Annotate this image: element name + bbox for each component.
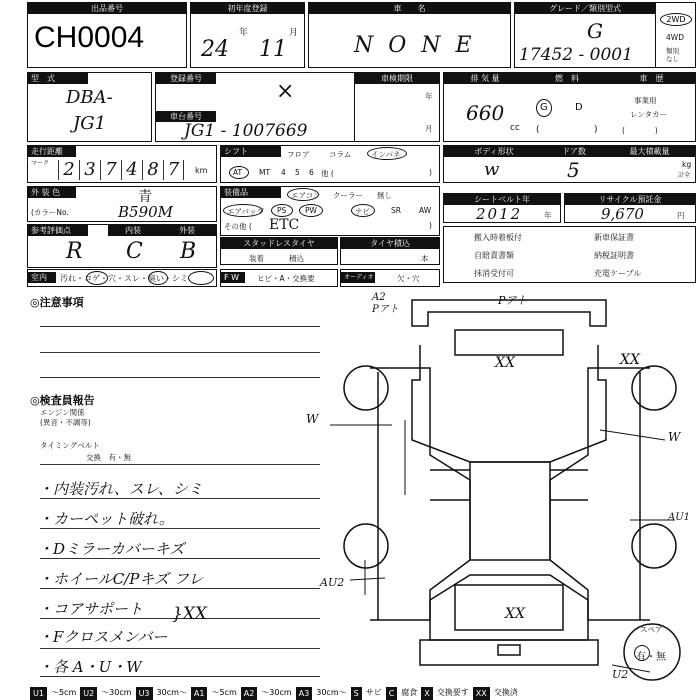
diagram-note: W [306, 412, 319, 426]
diagram-note: AU2 [320, 576, 345, 589]
legend-item [136, 686, 191, 700]
legend-meaning: ～30cm [261, 688, 292, 697]
katashiki-box [27, 72, 152, 142]
room-circle [188, 271, 214, 285]
ruled-line [40, 377, 320, 378]
recycle-label: リサイクル預託金 [565, 194, 695, 205]
tire-load-unit: 本 [421, 254, 429, 263]
ruled-line [40, 528, 320, 529]
mileage-mark: マーク [31, 160, 50, 167]
usage-business: 事業用 [634, 96, 657, 105]
remark-line: ・内装汚れ、スレ、シミ [38, 480, 203, 498]
remark-line: ・Fクロスメンバー [38, 628, 168, 646]
score-box [27, 224, 217, 268]
belt-unit: 年 [544, 211, 552, 220]
usage-label: 車 歴 [608, 73, 695, 84]
remark-line: ・カーペット破れ。 [38, 510, 174, 528]
legend-item [296, 686, 351, 700]
registration-box [155, 72, 440, 142]
grade-value: G [587, 19, 603, 43]
remark-line: ・ホイールC/Pキズ フレ [38, 570, 204, 588]
shift-mt: MT [259, 168, 271, 177]
equip-ps-circle [271, 204, 293, 217]
ruled-line [40, 498, 320, 499]
ruled-line [40, 558, 320, 559]
score-value: R [66, 239, 83, 264]
legend-code: S [351, 687, 362, 700]
equip-pw: PW [305, 206, 317, 215]
equip-ps: PS [277, 206, 287, 215]
rear-bumper [420, 640, 598, 665]
equip-aircon: エアコン [291, 191, 321, 200]
legend-item [191, 686, 241, 700]
spare-value: 有・無 [636, 652, 666, 663]
legend-code: U3 [136, 687, 153, 700]
diagram-note: Pアト [498, 294, 528, 307]
equip-other-close: ) [429, 221, 432, 230]
chassis-value: JG1 - 1007669 [184, 121, 308, 141]
diagram-note: XX [495, 355, 515, 371]
hood [455, 330, 563, 355]
doc-item: 新車保証書 [594, 233, 634, 242]
body-value: w [484, 159, 500, 180]
inspection-col [354, 73, 439, 141]
katashiki-label: 型 式 [28, 73, 88, 84]
legend-code: C [386, 687, 398, 700]
displacement-unit: cc [510, 123, 520, 133]
equip-sr: SR [391, 206, 401, 215]
recycle-box [564, 193, 696, 223]
drive-4wd: 4WD [666, 33, 684, 42]
legend-code: A1 [191, 687, 208, 700]
diagram-note: AU1 [668, 512, 691, 523]
stud-tire-label: スタッドレスタイヤ [221, 238, 337, 249]
shift-at: AT [233, 168, 243, 177]
shift-floor: フロア [287, 150, 310, 159]
equip-airbag-circle [223, 204, 263, 217]
chassis-label: 車台番号 [156, 111, 216, 122]
recycle-value: 9,670 [601, 205, 644, 223]
mileage-digit: 7 [100, 160, 121, 180]
drive-none: 類別 なし [666, 47, 679, 63]
regno-label: 登録番号 [156, 73, 216, 84]
model-name-label: 車 名 [309, 3, 510, 14]
room-circle [86, 271, 108, 285]
capacity-total: 計全 [678, 172, 691, 179]
stud-loaded: 積込 [289, 254, 304, 263]
doc-item: 抹消受付可 [474, 269, 514, 278]
first-registration-box [190, 2, 305, 68]
diagram-note: XX [505, 606, 525, 622]
equip-cooler: クーラー [333, 191, 363, 200]
model-name-value: N O N E [354, 33, 476, 58]
inspection-year-unit: 年 [425, 92, 433, 101]
mileage-digit: 7 [163, 160, 184, 180]
doc-item: 納税証明書 [594, 251, 634, 260]
wheel-rear-right [632, 524, 676, 568]
legend-item [241, 686, 296, 700]
usage-rental: レンタカー [630, 110, 668, 119]
year-unit: 年 [239, 28, 249, 38]
legend-meaning: 交換要す [436, 688, 469, 697]
mark-line [350, 578, 385, 580]
left-side-outline [370, 368, 470, 620]
stud-equipped: 装着 [249, 254, 264, 263]
usage-paren: ( ) [622, 126, 658, 135]
diagram-note: U2 [612, 668, 629, 681]
inspection-month-unit: 月 [425, 124, 433, 133]
equip-aircon-circle [287, 188, 319, 201]
mark-line [600, 430, 665, 440]
score-label: 参考評価点 [28, 225, 88, 236]
fw-box [220, 269, 338, 287]
legend-meaning: サビ [365, 688, 382, 697]
month-unit: 月 [289, 28, 299, 38]
color-no-label: (カラーNo. [31, 208, 69, 217]
mileage-digit: 4 [121, 160, 142, 180]
katashiki-line2: JG1 [73, 113, 107, 134]
ruled-line [40, 326, 320, 327]
legend-code: X [421, 687, 432, 700]
remark-bracket: }XX [172, 604, 208, 624]
first-registration-year: 24 [201, 37, 229, 62]
equipment-box [220, 186, 440, 236]
fw-label: F W [221, 272, 245, 283]
grade-label: グレード／類別型式 [515, 3, 655, 14]
legend-code: U2 [80, 687, 97, 700]
ruled-line [40, 464, 320, 465]
mileage-digits [58, 160, 184, 180]
fuel-d: D [575, 102, 583, 113]
legend-meaning: 腐食 [401, 688, 418, 697]
tire-load-box [340, 237, 440, 265]
doors-value: 5 [567, 158, 580, 182]
displacement-value: 660 [466, 101, 505, 125]
ruled-line [40, 676, 320, 677]
ruled-line [40, 588, 320, 589]
equip-pw-circle [299, 204, 323, 217]
equip-aw: AW [419, 206, 432, 215]
shift-other: 他 ( [321, 169, 334, 178]
first-registration-label: 初年度登録 [191, 3, 304, 14]
capacity-unit: kg [682, 160, 692, 169]
spare-circle [634, 645, 650, 661]
fuel-label: 燃 料 [526, 73, 608, 84]
stud-tire-box [220, 237, 338, 265]
roof [470, 462, 550, 560]
interior-value: C [126, 239, 143, 264]
drive-column [655, 3, 695, 67]
legend-item [80, 686, 135, 700]
timing-label: タイミングベルト [40, 441, 100, 450]
legend-code: XX [473, 687, 490, 700]
shift-box [220, 145, 440, 183]
room-circle [148, 271, 168, 285]
legend-meaning: 交換済 [493, 688, 518, 697]
legend-meaning: ～5cm [211, 688, 237, 697]
belt-box [443, 193, 561, 223]
wheel-rear-left [344, 524, 388, 568]
displacement-label: 排 気 量 [444, 73, 526, 84]
interior-label: 内装 [108, 225, 158, 236]
belt-value: 2012 [476, 205, 523, 223]
doc-item: 搬入時着板付 [474, 233, 522, 242]
shift-column: コラム [329, 150, 352, 159]
type-code: 17452 - 0001 [519, 45, 633, 65]
capacity-label: 最大積載量 [604, 146, 695, 157]
ruled-line [40, 352, 320, 353]
recycle-unit: 円 [677, 211, 685, 220]
audio-box [340, 269, 440, 287]
body-label: ボディ形状 [444, 146, 544, 157]
room-box [27, 269, 217, 287]
lot-number-box [27, 2, 187, 68]
engine-label: エンジン関係 (異音・不調等) [40, 408, 91, 427]
attention-title: ◎注意事項 [30, 296, 84, 309]
damage-legend [30, 686, 700, 700]
legend-meaning: ～5cm [50, 688, 77, 697]
fuel-paren-close: ) [594, 125, 598, 135]
shift-6: 6 [309, 168, 314, 177]
shift-4: 4 [281, 168, 286, 177]
fuel-paren-open: ( [536, 125, 540, 135]
legend-item [351, 686, 386, 700]
mileage-digit: 2 [58, 160, 79, 180]
legend-code: A2 [241, 687, 258, 700]
room-items: 汚れ・コゲ・穴・スレ・臭い・シミ [60, 274, 188, 283]
inspector-title: ◎検査員報告 [30, 394, 95, 407]
right-side-outline [550, 368, 650, 620]
legend-item [421, 686, 472, 700]
legend-item [386, 686, 422, 700]
shift-inpane: インパネ [371, 150, 401, 159]
legend-item [30, 686, 80, 700]
diagram-note: A2 Pアト [372, 292, 399, 315]
mileage-digit: 3 [79, 160, 100, 180]
inspection-label: 車検期限 [355, 73, 439, 84]
lot-number-label: 出品番号 [28, 3, 186, 14]
mileage-box [27, 145, 217, 183]
color-value: 青 [138, 189, 152, 205]
equipment-label: 装備品 [221, 187, 281, 198]
mileage-label: 走行距離 [28, 146, 76, 157]
exterior-label: 外装 [158, 225, 216, 236]
shift-other-close: ) [429, 168, 432, 177]
room-label: 室内 [28, 272, 56, 283]
first-registration-month: 11 [259, 37, 287, 62]
doors-label: ドア数 [544, 146, 604, 157]
remark-line: ・各 A・U・W [38, 658, 142, 676]
color-no-value: B590M [118, 203, 174, 221]
color-label: 外 装 色 [28, 187, 76, 198]
engine-info-box [443, 72, 696, 142]
equip-other-label: その他 ( [224, 222, 252, 231]
color-box [27, 186, 217, 222]
license-plate [498, 645, 520, 655]
model-name-box [308, 2, 511, 68]
tire-load-label: タイヤ積込 [341, 238, 439, 249]
legend-meaning: 30cm～ [156, 688, 187, 697]
timing-exchange: 交換 有・無 [86, 453, 131, 462]
mileage-digit: 8 [142, 160, 163, 180]
exterior-value: B [180, 239, 197, 264]
fw-items: ヒビ・A・交換要 [257, 274, 315, 283]
equip-none: 無し [377, 191, 392, 200]
drive-2wd: 2WD [660, 13, 692, 26]
doc-item: 自賠責書類 [474, 251, 514, 260]
remark-line: ・コアサポート [38, 600, 144, 618]
shift-label: シフト [221, 146, 281, 157]
grade-box [514, 2, 696, 68]
legend-meaning: ～30cm [101, 688, 132, 697]
wheel-front-left [344, 366, 388, 410]
mileage-unit: km [195, 166, 208, 175]
equip-airbag: エアバッグ [227, 207, 264, 216]
wheel-front-right [632, 366, 676, 410]
equip-other-value: ETC [269, 217, 300, 233]
documents-box [443, 226, 696, 283]
diagram-note: XX [620, 352, 640, 368]
katashiki-line1: DBA- [66, 87, 113, 108]
remark-line: ・Dミラーカバーキズ [38, 540, 185, 558]
shift-at-circle [229, 166, 249, 179]
legend-item [473, 686, 522, 700]
audio-items: 欠・穴 [397, 274, 420, 283]
ruled-line [40, 648, 320, 649]
legend-code: A3 [296, 687, 313, 700]
diagram-note: W [668, 430, 681, 444]
fuel-g: G [540, 102, 548, 113]
spare-label: スペア [640, 625, 663, 634]
audio-label: オーディオ [341, 272, 375, 283]
body-box [443, 145, 696, 183]
legend-code: U1 [30, 687, 47, 700]
lot-number-value: CH0004 [34, 21, 145, 54]
equip-navi: ナビ [355, 207, 370, 216]
legend-meaning: 30cm～ [316, 688, 347, 697]
equip-navi-circle [351, 204, 375, 217]
shift-5: 5 [295, 168, 300, 177]
belt-label: シートベルト年 [444, 194, 560, 205]
doc-item: 充電ケーブル [594, 269, 642, 278]
shift-inpane-circle [367, 147, 407, 160]
regno-value: × [276, 79, 295, 104]
